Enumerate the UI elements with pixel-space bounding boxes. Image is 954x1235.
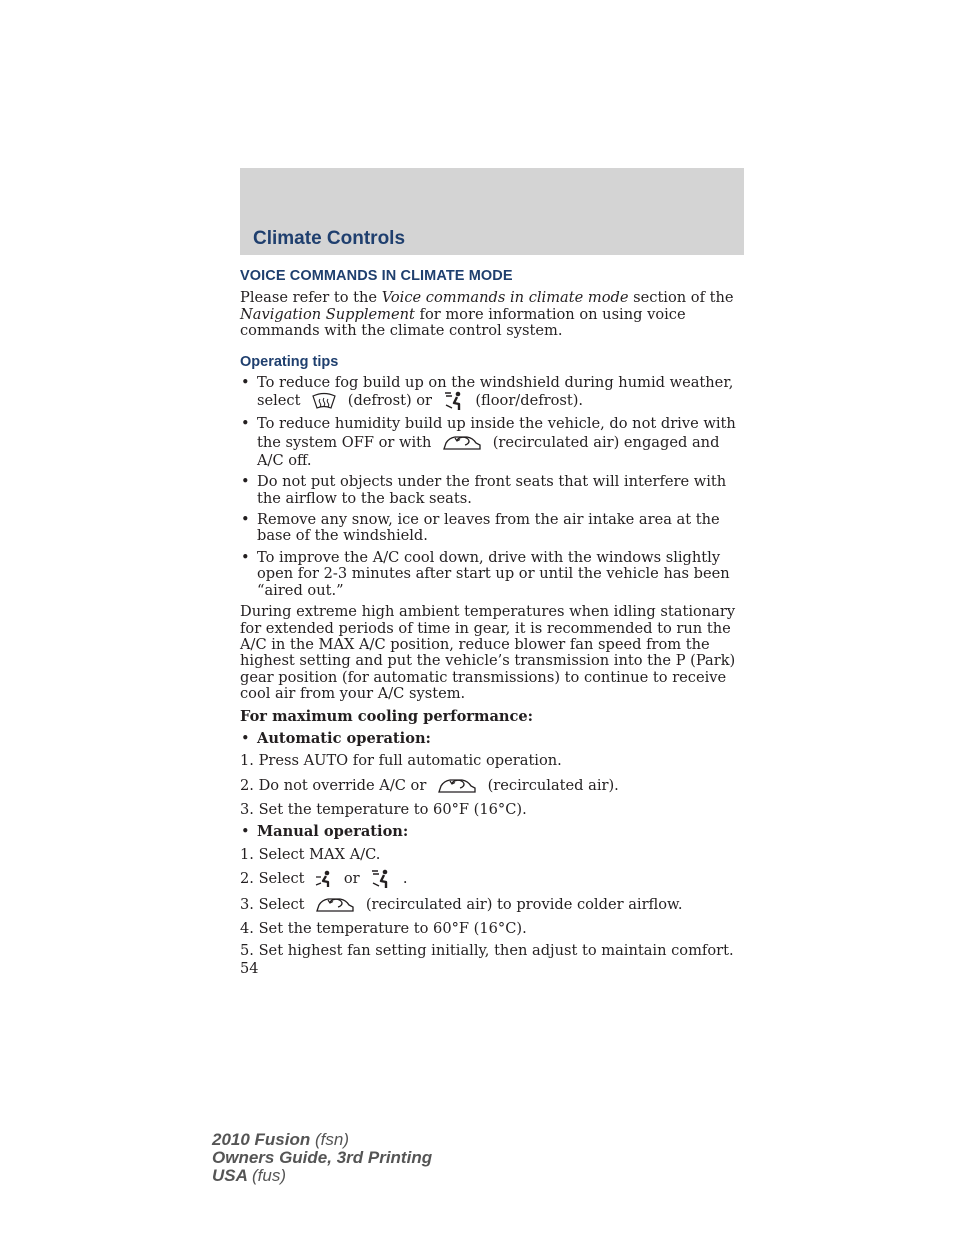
max-cooling-heading: For maximum cooling performance: xyxy=(240,707,534,725)
manual-step-2: 2. Select or . xyxy=(240,869,408,887)
list-item: • Remove any snow, ice or leaves from the air intake area at the base of the windshield. xyxy=(240,512,744,545)
section-title: Climate Controls xyxy=(253,228,406,249)
page-number: 54 xyxy=(240,961,259,977)
recirculated-air-icon xyxy=(315,895,355,915)
automatic-operation-label: • Automatic operation: xyxy=(240,731,744,747)
list-item: • To improve the A/C cool down, drive with the windows slightly open for 2-3 minutes after start up or until the vehicle has been “aired out.” xyxy=(240,550,744,599)
page-content xyxy=(240,268,744,960)
operating-tips-heading: Operating tips xyxy=(240,353,339,370)
floor-defrost-icon xyxy=(370,869,392,889)
list-item: • To reduce humidity build up inside the vehicle, do not drive with the system OFF or with (recirculated air) engaged and A/C off. xyxy=(240,416,744,469)
manual-step-1: 1. Select MAX A/C. xyxy=(240,845,381,863)
floor-defrost-icon xyxy=(443,391,465,411)
list-item: • Do not put objects under the front seats that will interfere with the airflow to the back seats. xyxy=(240,474,744,507)
intro-paragraph: Please refer to the Voice commands in climate mode section of the Navigation Supplement for more information on using voice commands with the climate control system. xyxy=(240,289,734,340)
recirculated-air-icon xyxy=(437,776,477,796)
auto-step-2: 2. Do not override A/C or (recirculated air). xyxy=(240,776,619,794)
manual-step-5: 5. Set highest fan setting initially, then adjust to maintain comfort. xyxy=(240,942,734,960)
panel-floor-airflow-icon xyxy=(315,870,333,888)
list-item: • To reduce fog build up on the windshield during humid weather, select (defrost) or (floor/defrost). xyxy=(240,375,744,411)
operating-tips-list xyxy=(240,375,744,599)
manual-step-4: 4. Set the temperature to 60°F (16°C). xyxy=(240,919,527,937)
manual-operation-label: • Manual operation: xyxy=(240,824,744,840)
extreme-temperature-paragraph: During extreme high ambient temperatures when idling stationary for extended periods of time in gear, it is recommended to run the A/C in the MAX A/C position, reduce blower fan speed from the highest setting and put the vehicle’s transmission into the P (Park) gear position (for automatic transmissions) to continue to receive cool air from your A/C system. xyxy=(240,603,736,703)
voice-commands-heading: VOICE COMMANDS IN CLIMATE MODE xyxy=(240,268,513,284)
manual-step-3: 3. Select (recirculated air) to provide colder airflow. xyxy=(240,895,683,913)
windshield-defrost-icon xyxy=(311,392,337,410)
auto-step-3: 3. Set the temperature to 60°F (16°C). xyxy=(240,800,527,818)
auto-step-1: 1. Press AUTO for full automatic operation. xyxy=(240,752,562,770)
recirculated-air-icon xyxy=(442,433,482,453)
document-footer: 2010 Fusion (fsn) Owners Guide, 3rd Printing USA (fus) xyxy=(212,1130,433,1185)
